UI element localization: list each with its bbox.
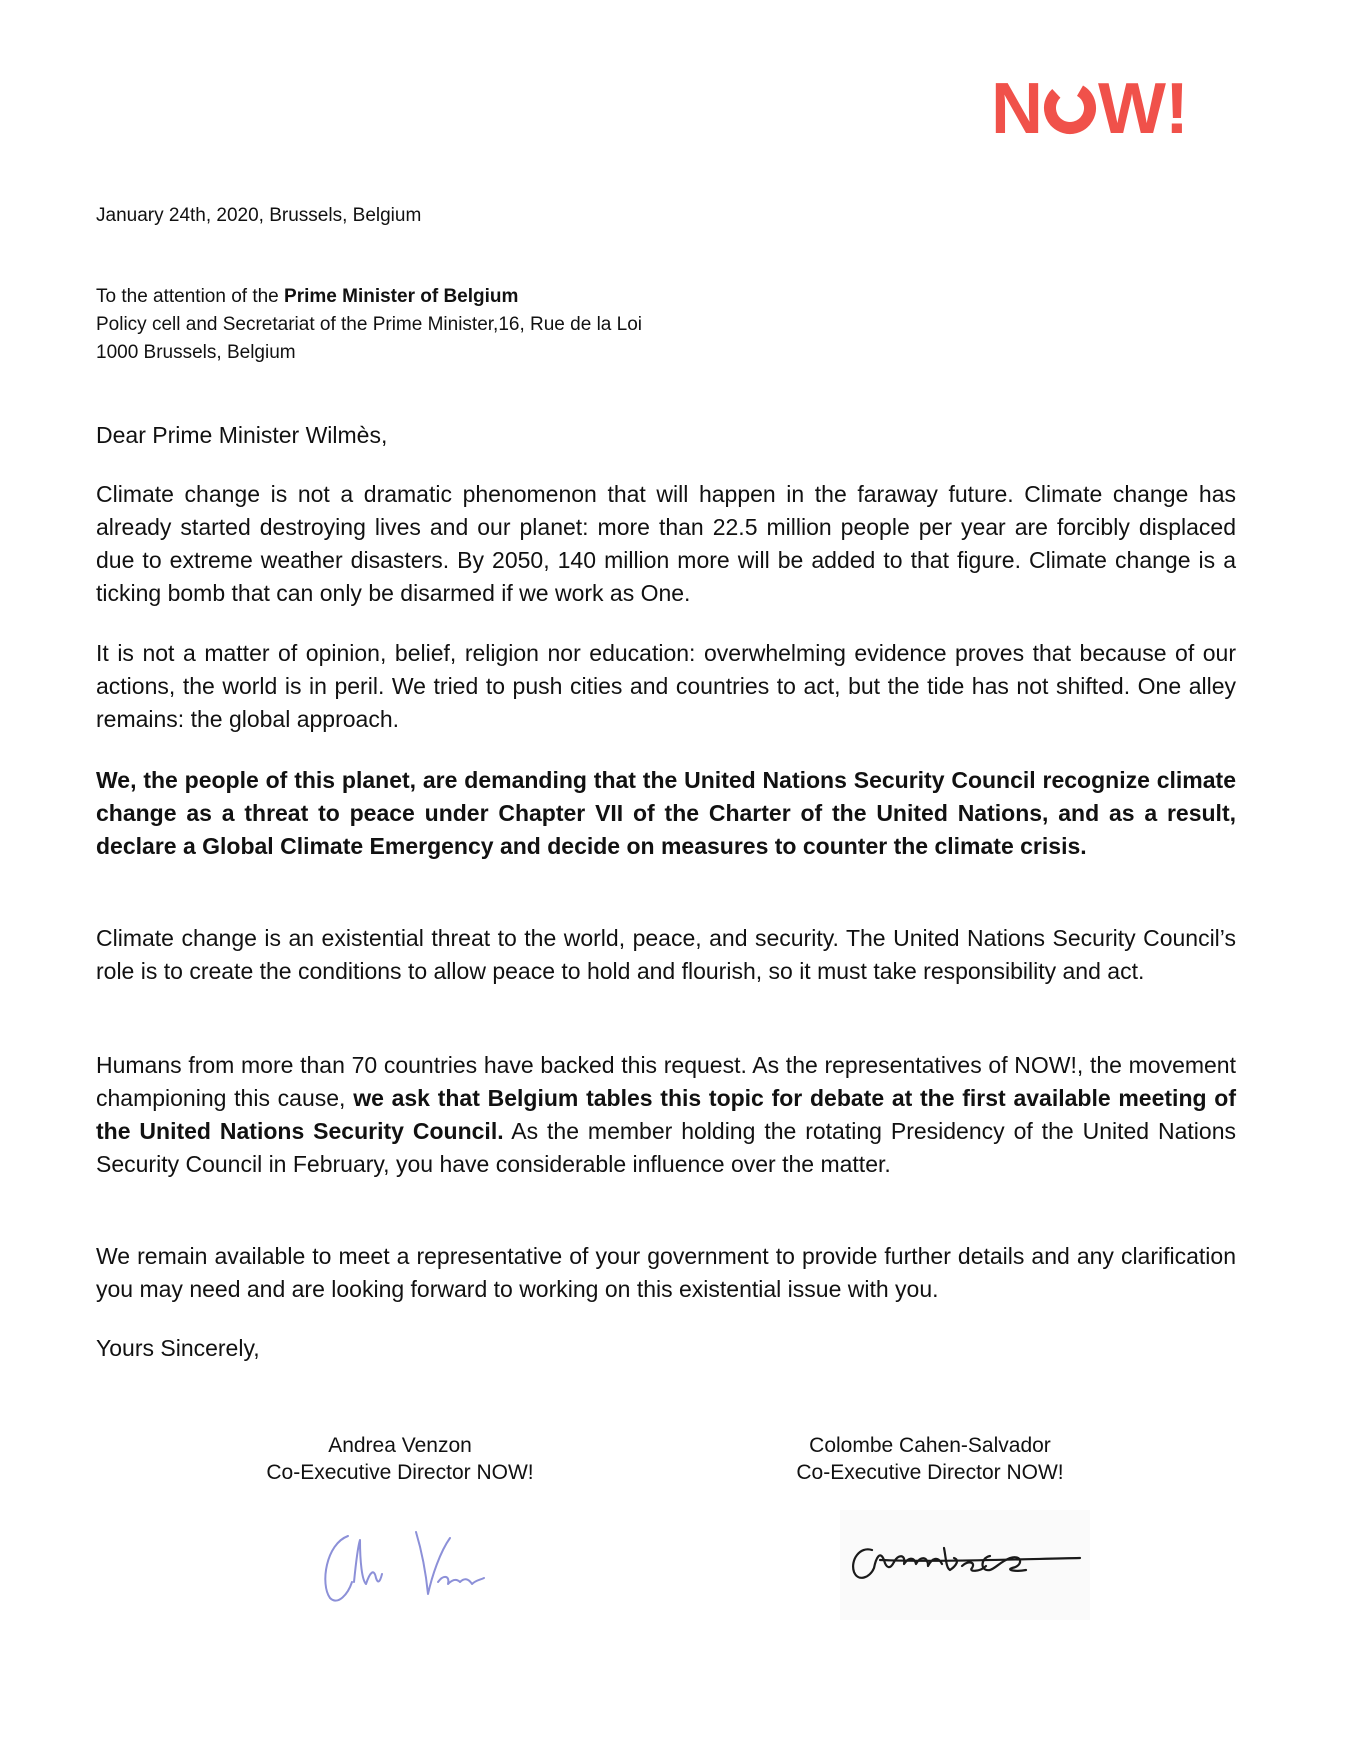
recipient-line-2: Policy cell and Secretariat of the Prime Minister,16, Rue de la Loi [96, 314, 642, 335]
paragraph-5 [96, 1049, 1236, 1181]
closing: Yours Sincerely, [96, 1335, 260, 1361]
recipient-line-3: 1000 Brussels, Belgium [96, 342, 296, 363]
signature-andrea-venzon [318, 1522, 488, 1608]
paragraph-5-outro: As the member holding the rotating Presidency of the United Nations Security Council in February, you have considerable influence over the matter. [96, 1118, 1236, 1177]
recipient-line-1 [96, 283, 642, 311]
paragraph-6: We remain available to meet a representative of your government to provide further details and any clarification you may need and are looking forward to working on this existential issue with you. [96, 1243, 1236, 1302]
now-logo-o-icon [1043, 81, 1097, 135]
recipient-name: Prime Minister of Belgium [284, 286, 519, 307]
now-logo-w-excl: W! [1098, 69, 1188, 149]
paragraph-1: Climate change is not a dramatic phenomenon that will happen in the faraway future. Climate change has already started destroying lives and our planet: more than 22.5 million people per year are forcibly displaced due to extreme weather disasters. By 2050, 140 million more will be added to that figure. Climate change is a ticking bomb that can only be disarmed if we work as One. [96, 481, 1236, 606]
signer-title: Co-Executive Director NOW! [266, 1461, 534, 1484]
signature-1-drawing [318, 1522, 488, 1608]
now-logo-n: N [991, 69, 1042, 149]
paragraph-5-request: we ask that Belgium tables this topic for debate at the first available meeting of the United Nations Security Council. [96, 1085, 1236, 1144]
signature-colombe-cahen-salvador [840, 1510, 1090, 1620]
signer-block-1 [190, 1432, 610, 1486]
paragraph-2: It is not a matter of opinion, belief, religion nor education: overwhelming evidence proves that because of our actions, the world is in peril. We tried to push cities and countries to act, but the tide has not shifted. One alley remains: the global approach. [96, 640, 1236, 732]
recipient-prefix: To the attention of the [96, 286, 285, 307]
letter-date: January 24th, 2020, Brussels, Belgium [96, 205, 422, 226]
signer-name: Colombe Cahen-Salvador [809, 1434, 1051, 1457]
signature-2-drawing [840, 1510, 1090, 1620]
recipient-address [96, 283, 642, 367]
paragraph-3-demand: We, the people of this planet, are demanding that the United Nations Security Council recognize climate change as a threat to peace under Chapter VII of the Charter of the United Nations, and as a result, declare a Global Climate Emergency and decide on measures to counter the climate crisis. [96, 767, 1236, 859]
now-logo [991, 69, 1217, 149]
paragraph-5-intro: Humans from more than 70 countries have backed this request. As the representatives of NOW!, the movement championing this cause, [96, 1052, 1236, 1111]
salutation: Dear Prime Minister Wilmès, [96, 422, 388, 448]
signer-title: Co-Executive Director NOW! [796, 1461, 1064, 1484]
paragraph-4: Climate change is an existential threat to the world, peace, and security. The United Nations Security Council’s role is to create the conditions to allow peace to hold and flourish, so it must take responsibility and act. [96, 925, 1236, 984]
signer-block-2 [720, 1432, 1140, 1486]
signer-name: Andrea Venzon [328, 1434, 472, 1457]
